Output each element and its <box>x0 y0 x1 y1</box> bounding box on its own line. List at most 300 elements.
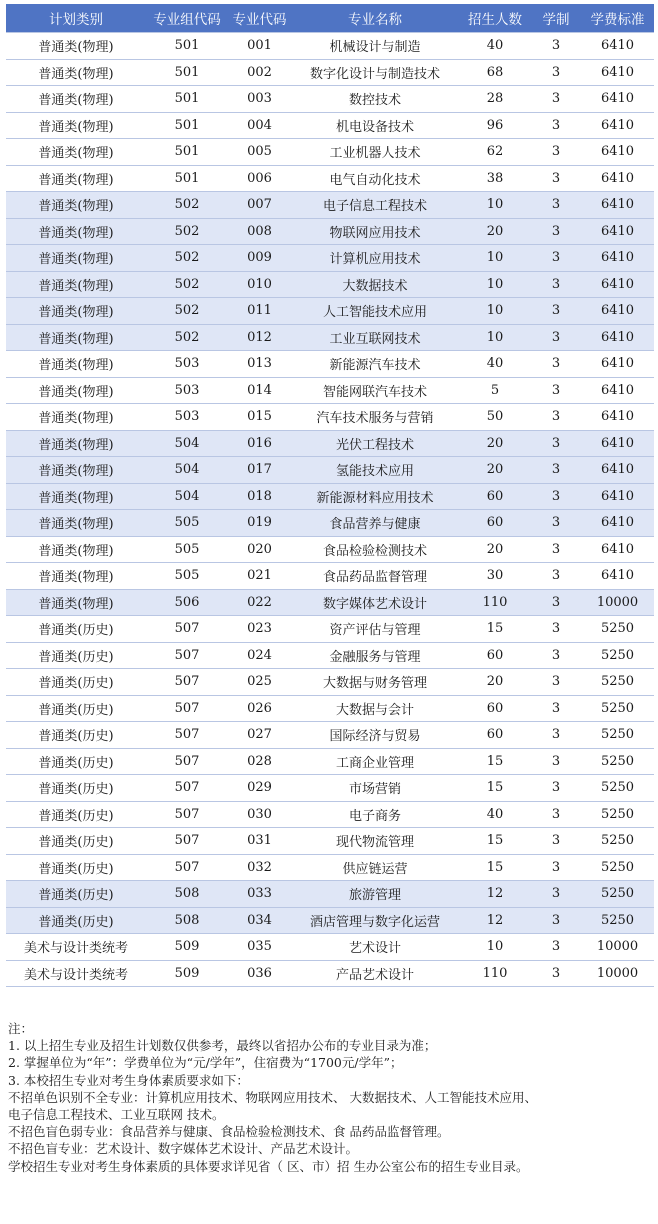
cell-major-name: 大数据技术 <box>291 271 459 298</box>
cell-category: 普通类(历史) <box>6 616 146 643</box>
cell-tuition: 5250 <box>581 695 654 722</box>
cell-major-name: 计算机应用技术 <box>291 245 459 272</box>
cell-duration: 3 <box>531 324 581 351</box>
table-row <box>6 33 654 60</box>
cell-enrollment-count: 40 <box>459 801 531 828</box>
cell-enrollment-count: 50 <box>459 404 531 431</box>
cell-major-name: 国际经济与贸易 <box>291 722 459 749</box>
cell-major-code: 021 <box>228 563 291 590</box>
cell-enrollment-count: 20 <box>459 669 531 696</box>
cell-duration: 3 <box>531 801 581 828</box>
cell-major-name: 供应链运营 <box>291 854 459 881</box>
cell-duration: 3 <box>531 112 581 139</box>
cell-group-code: 507 <box>146 854 228 881</box>
table-row <box>6 960 654 987</box>
cell-enrollment-count: 60 <box>459 695 531 722</box>
header-major-code: 专业代码 <box>228 4 291 33</box>
cell-enrollment-count: 68 <box>459 59 531 86</box>
cell-enrollment-count: 15 <box>459 775 531 802</box>
cell-duration: 3 <box>531 139 581 166</box>
cell-category: 普通类(物理) <box>6 271 146 298</box>
note-line: 不招色盲色弱专业：食品营养与健康、食品检验检测技术、食 品药品监督管理。 <box>8 1124 450 1140</box>
cell-major-code: 023 <box>228 616 291 643</box>
cell-group-code: 507 <box>146 775 228 802</box>
cell-group-code: 507 <box>146 669 228 696</box>
cell-major-code: 004 <box>228 112 291 139</box>
cell-tuition: 6410 <box>581 192 654 219</box>
cell-enrollment-count: 20 <box>459 457 531 484</box>
cell-duration: 3 <box>531 271 581 298</box>
cell-major-code: 036 <box>228 960 291 987</box>
cell-duration: 3 <box>531 722 581 749</box>
cell-group-code: 503 <box>146 404 228 431</box>
cell-category: 普通类(物理) <box>6 563 146 590</box>
table-row <box>6 589 654 616</box>
cell-duration: 3 <box>531 483 581 510</box>
cell-enrollment-count: 5 <box>459 377 531 404</box>
table-row <box>6 139 654 166</box>
cell-duration: 3 <box>531 218 581 245</box>
cell-major-code: 017 <box>228 457 291 484</box>
cell-category: 普通类(物理) <box>6 457 146 484</box>
cell-category: 普通类(物理) <box>6 589 146 616</box>
cell-major-code: 010 <box>228 271 291 298</box>
table-row <box>6 351 654 378</box>
cell-enrollment-count: 10 <box>459 298 531 325</box>
cell-category: 普通类(物理) <box>6 377 146 404</box>
cell-group-code: 507 <box>146 722 228 749</box>
cell-tuition: 5250 <box>581 748 654 775</box>
cell-category: 普通类(物理) <box>6 59 146 86</box>
cell-group-code: 502 <box>146 245 228 272</box>
cell-duration: 3 <box>531 695 581 722</box>
cell-enrollment-count: 38 <box>459 165 531 192</box>
cell-tuition: 6410 <box>581 404 654 431</box>
cell-major-code: 033 <box>228 881 291 908</box>
cell-major-name: 大数据与会计 <box>291 695 459 722</box>
cell-group-code: 507 <box>146 695 228 722</box>
header-category: 计划类别 <box>6 4 146 33</box>
cell-enrollment-count: 20 <box>459 218 531 245</box>
cell-duration: 3 <box>531 828 581 855</box>
cell-major-name: 工商企业管理 <box>291 748 459 775</box>
cell-category: 普通类(物理) <box>6 536 146 563</box>
cell-tuition: 5250 <box>581 828 654 855</box>
table-row <box>6 854 654 881</box>
cell-duration: 3 <box>531 536 581 563</box>
cell-group-code: 501 <box>146 112 228 139</box>
cell-duration: 3 <box>531 563 581 590</box>
cell-major-code: 027 <box>228 722 291 749</box>
table-row <box>6 563 654 590</box>
header-group-code: 专业组代码 <box>146 4 228 33</box>
cell-major-name: 智能网联汽车技术 <box>291 377 459 404</box>
cell-group-code: 509 <box>146 934 228 961</box>
table-row <box>6 616 654 643</box>
cell-major-name: 物联网应用技术 <box>291 218 459 245</box>
cell-group-code: 505 <box>146 563 228 590</box>
table-row <box>6 298 654 325</box>
cell-duration: 3 <box>531 907 581 934</box>
cell-enrollment-count: 10 <box>459 934 531 961</box>
cell-tuition: 5250 <box>581 801 654 828</box>
header-enrollment-count: 招生人数 <box>459 4 531 33</box>
cell-major-code: 029 <box>228 775 291 802</box>
cell-major-code: 024 <box>228 642 291 669</box>
cell-category: 普通类(物理) <box>6 298 146 325</box>
cell-category: 美术与设计类统考 <box>6 960 146 987</box>
cell-duration: 3 <box>531 881 581 908</box>
cell-category: 普通类(历史) <box>6 722 146 749</box>
cell-duration: 3 <box>531 377 581 404</box>
cell-tuition: 6410 <box>581 218 654 245</box>
cell-major-code: 030 <box>228 801 291 828</box>
cell-category: 普通类(历史) <box>6 748 146 775</box>
cell-major-name: 资产评估与管理 <box>291 616 459 643</box>
cell-enrollment-count: 15 <box>459 748 531 775</box>
cell-major-code: 016 <box>228 430 291 457</box>
cell-enrollment-count: 96 <box>459 112 531 139</box>
table-row <box>6 907 654 934</box>
cell-group-code: 507 <box>146 828 228 855</box>
note-line: 不招单色识别不全专业：计算机应用技术、物联网应用技术、 大数据技术、人工智能技术应用、 <box>8 1089 537 1105</box>
cell-category: 普通类(物理) <box>6 245 146 272</box>
cell-major-name: 金融服务与管理 <box>291 642 459 669</box>
cell-group-code: 507 <box>146 616 228 643</box>
cell-group-code: 508 <box>146 907 228 934</box>
cell-group-code: 505 <box>146 510 228 537</box>
cell-group-code: 507 <box>146 748 228 775</box>
cell-enrollment-count: 60 <box>459 642 531 669</box>
table-row <box>6 192 654 219</box>
cell-duration: 3 <box>531 86 581 113</box>
cell-category: 普通类(历史) <box>6 854 146 881</box>
cell-enrollment-count: 62 <box>459 139 531 166</box>
note-line: 电子信息工程技术、工业互联网 技术。 <box>8 1107 225 1123</box>
cell-tuition: 6410 <box>581 33 654 60</box>
cell-duration: 3 <box>531 192 581 219</box>
cell-group-code: 501 <box>146 139 228 166</box>
cell-major-code: 002 <box>228 59 291 86</box>
cell-enrollment-count: 110 <box>459 589 531 616</box>
cell-tuition: 6410 <box>581 377 654 404</box>
cell-tuition: 6410 <box>581 563 654 590</box>
cell-tuition: 6410 <box>581 457 654 484</box>
note-line: 1. 以上招生专业及招生计划数仅供参考，最终以省招办公布的专业目录为准； <box>8 1038 437 1054</box>
cell-major-name: 产品艺术设计 <box>291 960 459 987</box>
cell-duration: 3 <box>531 616 581 643</box>
enrollment-table <box>6 4 654 987</box>
cell-category: 美术与设计类统考 <box>6 934 146 961</box>
cell-tuition: 6410 <box>581 139 654 166</box>
cell-major-name: 酒店管理与数字化运营 <box>291 907 459 934</box>
cell-category: 普通类(物理) <box>6 86 146 113</box>
cell-major-code: 003 <box>228 86 291 113</box>
cell-category: 普通类(物理) <box>6 33 146 60</box>
table-row <box>6 775 654 802</box>
cell-group-code: 502 <box>146 218 228 245</box>
cell-major-code: 008 <box>228 218 291 245</box>
cell-major-code: 035 <box>228 934 291 961</box>
cell-major-code: 012 <box>228 324 291 351</box>
cell-tuition: 5250 <box>581 642 654 669</box>
cell-enrollment-count: 15 <box>459 854 531 881</box>
cell-group-code: 504 <box>146 457 228 484</box>
cell-enrollment-count: 28 <box>459 86 531 113</box>
cell-category: 普通类(历史) <box>6 828 146 855</box>
cell-major-code: 025 <box>228 669 291 696</box>
cell-category: 普通类(物理) <box>6 139 146 166</box>
cell-group-code: 503 <box>146 377 228 404</box>
cell-major-name: 新能源材料应用技术 <box>291 483 459 510</box>
cell-major-code: 013 <box>228 351 291 378</box>
cell-major-name: 数字媒体艺术设计 <box>291 589 459 616</box>
notes-heading: 注： <box>8 1021 34 1036</box>
cell-enrollment-count: 10 <box>459 324 531 351</box>
note-line: 3. 本校招生专业对考生身体素质要求如下： <box>8 1072 249 1088</box>
cell-duration: 3 <box>531 642 581 669</box>
cell-enrollment-count: 15 <box>459 616 531 643</box>
cell-major-code: 006 <box>228 165 291 192</box>
table-row <box>6 934 654 961</box>
cell-tuition: 6410 <box>581 271 654 298</box>
cell-tuition: 6410 <box>581 245 654 272</box>
cell-duration: 3 <box>531 404 581 431</box>
cell-duration: 3 <box>531 457 581 484</box>
table-row <box>6 165 654 192</box>
cell-duration: 3 <box>531 510 581 537</box>
cell-tuition: 5250 <box>581 722 654 749</box>
cell-duration: 3 <box>531 298 581 325</box>
cell-major-name: 食品检验检测技术 <box>291 536 459 563</box>
cell-major-name: 汽车技术服务与营销 <box>291 404 459 431</box>
cell-category: 普通类(物理) <box>6 218 146 245</box>
cell-category: 普通类(历史) <box>6 642 146 669</box>
cell-major-name: 光伏工程技术 <box>291 430 459 457</box>
cell-major-name: 工业互联网技术 <box>291 324 459 351</box>
cell-major-name: 大数据与财务管理 <box>291 669 459 696</box>
table-row <box>6 642 654 669</box>
cell-major-name: 工业机器人技术 <box>291 139 459 166</box>
table-row <box>6 377 654 404</box>
cell-enrollment-count: 10 <box>459 271 531 298</box>
cell-tuition: 10000 <box>581 589 654 616</box>
cell-tuition: 6410 <box>581 298 654 325</box>
cell-major-code: 034 <box>228 907 291 934</box>
cell-category: 普通类(历史) <box>6 881 146 908</box>
cell-major-code: 014 <box>228 377 291 404</box>
cell-group-code: 502 <box>146 271 228 298</box>
cell-duration: 3 <box>531 960 581 987</box>
cell-group-code: 506 <box>146 589 228 616</box>
cell-major-code: 005 <box>228 139 291 166</box>
cell-enrollment-count: 110 <box>459 960 531 987</box>
cell-tuition: 6410 <box>581 430 654 457</box>
table-row <box>6 324 654 351</box>
cell-enrollment-count: 60 <box>459 722 531 749</box>
cell-enrollment-count: 30 <box>459 563 531 590</box>
cell-tuition: 10000 <box>581 934 654 961</box>
cell-group-code: 505 <box>146 536 228 563</box>
cell-group-code: 507 <box>146 801 228 828</box>
table-row <box>6 218 654 245</box>
table-row <box>6 86 654 113</box>
cell-tuition: 5250 <box>581 669 654 696</box>
cell-tuition: 5250 <box>581 854 654 881</box>
cell-tuition: 6410 <box>581 324 654 351</box>
cell-major-name: 机电设备技术 <box>291 112 459 139</box>
cell-duration: 3 <box>531 165 581 192</box>
table-row <box>6 828 654 855</box>
cell-category: 普通类(历史) <box>6 695 146 722</box>
cell-duration: 3 <box>531 33 581 60</box>
cell-major-name: 现代物流管理 <box>291 828 459 855</box>
table-row <box>6 695 654 722</box>
cell-category: 普通类(物理) <box>6 165 146 192</box>
cell-major-code: 011 <box>228 298 291 325</box>
table-header-row <box>6 4 654 33</box>
table-row <box>6 881 654 908</box>
cell-tuition: 5250 <box>581 616 654 643</box>
table-row <box>6 457 654 484</box>
cell-category: 普通类(物理) <box>6 404 146 431</box>
cell-category: 普通类(历史) <box>6 669 146 696</box>
cell-major-name: 电气自动化技术 <box>291 165 459 192</box>
table-row <box>6 483 654 510</box>
cell-major-name: 市场营销 <box>291 775 459 802</box>
table-row <box>6 669 654 696</box>
cell-major-name: 数字化设计与制造技术 <box>291 59 459 86</box>
cell-enrollment-count: 20 <box>459 430 531 457</box>
cell-tuition: 6410 <box>581 86 654 113</box>
table-row <box>6 748 654 775</box>
header-duration: 学制 <box>531 4 581 33</box>
note-line: 2. 掌握单位为“年”：学费单位为“元/学年”，住宿费为“1700元/学年”； <box>8 1055 403 1071</box>
cell-tuition: 6410 <box>581 112 654 139</box>
cell-duration: 3 <box>531 854 581 881</box>
table-row <box>6 112 654 139</box>
cell-major-name: 机械设计与制造 <box>291 33 459 60</box>
cell-group-code: 501 <box>146 33 228 60</box>
cell-major-name: 人工智能技术应用 <box>291 298 459 325</box>
cell-tuition: 5250 <box>581 881 654 908</box>
table-body <box>6 33 654 987</box>
cell-major-code: 031 <box>228 828 291 855</box>
cell-category: 普通类(物理) <box>6 351 146 378</box>
table-row <box>6 722 654 749</box>
cell-tuition: 6410 <box>581 536 654 563</box>
cell-category: 普通类(历史) <box>6 801 146 828</box>
cell-major-code: 009 <box>228 245 291 272</box>
cell-enrollment-count: 40 <box>459 33 531 60</box>
cell-major-code: 032 <box>228 854 291 881</box>
header-major-name: 专业名称 <box>291 4 459 33</box>
table-row <box>6 801 654 828</box>
cell-group-code: 502 <box>146 298 228 325</box>
cell-tuition: 6410 <box>581 351 654 378</box>
cell-major-code: 028 <box>228 748 291 775</box>
cell-duration: 3 <box>531 934 581 961</box>
cell-major-code: 015 <box>228 404 291 431</box>
cell-tuition: 5250 <box>581 775 654 802</box>
cell-major-code: 001 <box>228 33 291 60</box>
note-line: 不招色盲专业：艺术设计、数字媒体艺术设计、产品艺术设计。 <box>8 1141 359 1157</box>
cell-group-code: 501 <box>146 86 228 113</box>
table-row <box>6 510 654 537</box>
cell-major-code: 018 <box>228 483 291 510</box>
cell-major-code: 019 <box>228 510 291 537</box>
cell-group-code: 507 <box>146 642 228 669</box>
cell-major-name: 新能源汽车技术 <box>291 351 459 378</box>
enrollment-table-container <box>6 4 654 987</box>
cell-group-code: 501 <box>146 59 228 86</box>
cell-group-code: 503 <box>146 351 228 378</box>
cell-duration: 3 <box>531 59 581 86</box>
table-row <box>6 536 654 563</box>
cell-group-code: 502 <box>146 324 228 351</box>
cell-duration: 3 <box>531 775 581 802</box>
cell-tuition: 10000 <box>581 960 654 987</box>
cell-category: 普通类(物理) <box>6 483 146 510</box>
note-line: 学校招生专业对考生身体素质的具体要求详见省（ 区、市）招 生办公室公布的招生专业目录。 <box>8 1158 529 1174</box>
cell-enrollment-count: 60 <box>459 483 531 510</box>
cell-duration: 3 <box>531 430 581 457</box>
cell-duration: 3 <box>531 748 581 775</box>
table-row <box>6 245 654 272</box>
cell-duration: 3 <box>531 669 581 696</box>
cell-tuition: 6410 <box>581 483 654 510</box>
cell-category: 普通类(物理) <box>6 324 146 351</box>
cell-tuition: 5250 <box>581 907 654 934</box>
cell-enrollment-count: 15 <box>459 828 531 855</box>
cell-category: 普通类(历史) <box>6 775 146 802</box>
cell-category: 普通类(历史) <box>6 907 146 934</box>
cell-enrollment-count: 60 <box>459 510 531 537</box>
cell-major-code: 007 <box>228 192 291 219</box>
cell-major-name: 氢能技术应用 <box>291 457 459 484</box>
cell-tuition: 6410 <box>581 510 654 537</box>
cell-group-code: 504 <box>146 430 228 457</box>
cell-duration: 3 <box>531 245 581 272</box>
cell-group-code: 509 <box>146 960 228 987</box>
cell-enrollment-count: 12 <box>459 881 531 908</box>
cell-group-code: 502 <box>146 192 228 219</box>
header-tuition: 学费标准 <box>581 4 654 33</box>
table-row <box>6 59 654 86</box>
cell-duration: 3 <box>531 351 581 378</box>
cell-major-code: 022 <box>228 589 291 616</box>
table-row <box>6 430 654 457</box>
cell-major-name: 食品药品监督管理 <box>291 563 459 590</box>
cell-tuition: 6410 <box>581 59 654 86</box>
cell-enrollment-count: 12 <box>459 907 531 934</box>
cell-major-name: 电子信息工程技术 <box>291 192 459 219</box>
cell-major-code: 026 <box>228 695 291 722</box>
notes-section <box>8 1020 648 1175</box>
table-row <box>6 404 654 431</box>
cell-major-name: 数控技术 <box>291 86 459 113</box>
table-row <box>6 271 654 298</box>
cell-enrollment-count: 10 <box>459 245 531 272</box>
cell-category: 普通类(物理) <box>6 192 146 219</box>
cell-major-name: 旅游管理 <box>291 881 459 908</box>
cell-category: 普通类(物理) <box>6 112 146 139</box>
cell-tuition: 6410 <box>581 165 654 192</box>
cell-enrollment-count: 20 <box>459 536 531 563</box>
cell-major-name: 食品营养与健康 <box>291 510 459 537</box>
cell-enrollment-count: 40 <box>459 351 531 378</box>
cell-category: 普通类(物理) <box>6 430 146 457</box>
